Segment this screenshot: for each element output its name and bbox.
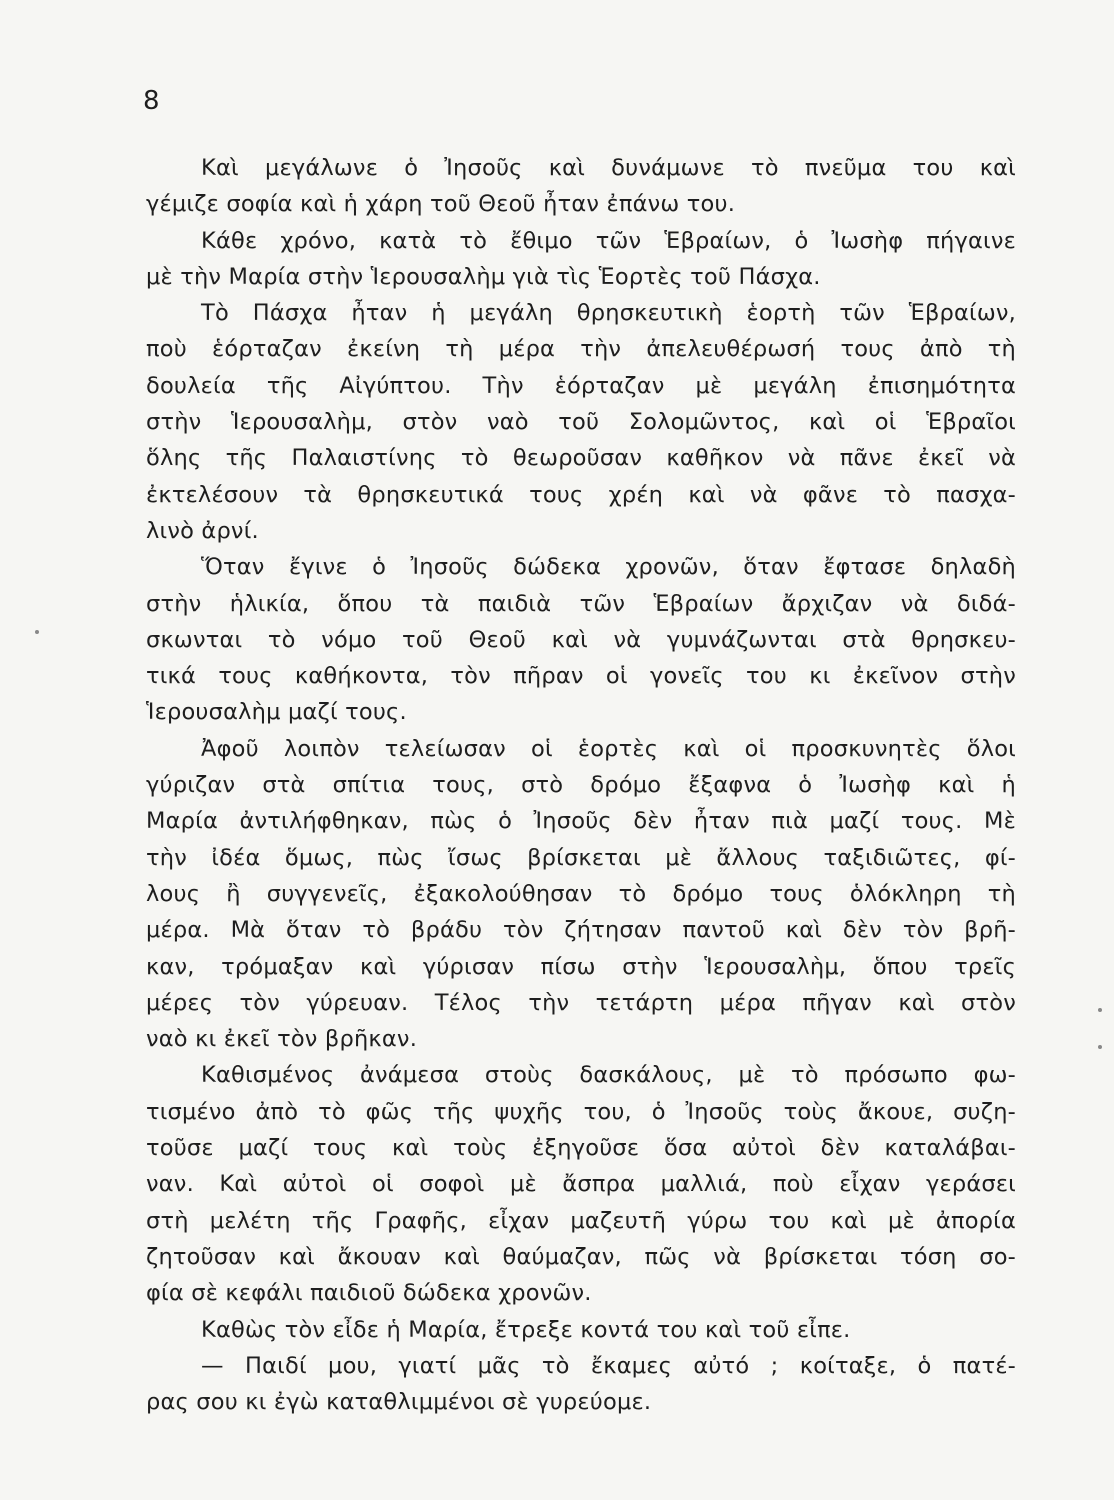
- text-line: μέρες τὸν γύρευαν. Τέλος τὴν τετάρτη μέρα πῆγαν καὶ στὸν: [146, 989, 1016, 1016]
- text-line: ποὺ ἑόρταζαν ἐκείνη τὴ μέρα τὴν ἀπελευθέρωσή τους ἀπὸ τὴ: [146, 336, 1016, 363]
- body-text: [146, 150, 1016, 1420]
- text-line: τικά τους καθήκοντα, τὸν πῆραν οἱ γονεῖς του κι ἐκεῖνον στὴν: [146, 663, 1016, 690]
- text-line: τισμένο ἀπὸ τὸ φῶς τῆς ψυχῆς του, ὁ Ἰησοῦς τοὺς ἄκουε, συζη-: [146, 1098, 1016, 1125]
- text-line: — Παιδί μου, γιατί μᾶς τὸ ἔκαμες αὐτό ; κοίταξε, ὁ πατέ-: [201, 1352, 1016, 1379]
- margin-speck: [1098, 1045, 1102, 1049]
- text-line: στὴν ἡλικία, ὅπου τὰ παιδιὰ τῶν Ἑβραίων ἄρχιζαν νὰ διδά-: [146, 590, 1016, 617]
- text-line: ναν. Καὶ αὐτοὶ οἱ σοφοὶ μὲ ἄσπρα μαλλιά, ποὺ εἶχαν γεράσει: [146, 1171, 1016, 1198]
- text-line: γύριζαν στὰ σπίτια τους, στὸ δρόμο ἔξαφνα ὁ Ἰωσὴφ καὶ ἡ: [146, 772, 1016, 799]
- text-line: γέμιζε σοφία καὶ ἡ χάρη τοῦ Θεοῦ ἦταν ἐπάνω του.: [146, 191, 736, 218]
- text-line: Τὸ Πάσχα ἦταν ἡ μεγάλη θρησκευτικὴ ἑορτὴ τῶν Ἑβραίων,: [201, 300, 1016, 327]
- text-line: στὴν Ἱερουσαλὴμ, στὸν ναὸ τοῦ Σολομῶντος, καὶ οἱ Ἑβραῖοι: [146, 409, 1016, 436]
- text-line: στὴ μελέτη τῆς Γραφῆς, εἶχαν μαζευτῆ γύρω του καὶ μὲ ἀπορία: [146, 1207, 1016, 1234]
- text-line: Καὶ μεγάλωνε ὁ Ἰησοῦς καὶ δυνάμωνε τὸ πνεῦμα του καὶ: [201, 155, 1016, 181]
- text-line: Ἱερουσαλὴμ μαζί τους.: [146, 699, 407, 726]
- text-line: ζητοῦσαν καὶ ἄκουαν καὶ θαύμαζαν, πῶς νὰ βρίσκεται τόση σο-: [146, 1243, 1016, 1270]
- text-line: ναὸ κι ἐκεῖ τὸν βρῆκαν.: [146, 1026, 418, 1053]
- text-line: καν, τρόμαξαν καὶ γύρισαν πίσω στὴν Ἱερουσαλὴμ, ὅπου τρεῖς: [146, 953, 1016, 980]
- text-line: τὴν ἰδέα ὅμως, πὼς ἴσως βρίσκεται μὲ ἄλλους ταξιδιῶτες, φί-: [146, 844, 1016, 871]
- text-line: Καθὼς τὸν εἶδε ἡ Μαρία, ἔτρεξε κοντά του καὶ τοῦ εἶπε.: [201, 1316, 851, 1343]
- text-line: δουλεία τῆς Αἰγύπτου. Τὴν ἑόρταζαν μὲ μεγάλη ἐπισημότητα: [146, 372, 1016, 399]
- text-line: φία σὲ κεφάλι παιδιοῦ δώδεκα χρονῶν.: [146, 1280, 592, 1307]
- text-line: Καθισμένος ἀνάμεσα στοὺς δασκάλους, μὲ τὸ πρόσωπο φω-: [201, 1062, 1016, 1089]
- text-line: Ἀφοῦ λοιπὸν τελείωσαν οἱ ἑορτὲς καὶ οἱ προσκυνητὲς ὅλοι: [201, 735, 1016, 762]
- text-line: σκωνται τὸ νόμο τοῦ Θεοῦ καὶ νὰ γυμνάζωνται στὰ θρησκευ-: [146, 626, 1016, 653]
- text-line: λους ἢ συγγενεῖς, ἐξακολούθησαν τὸ δρόμο τους ὁλόκληρη τὴ: [146, 880, 1016, 907]
- margin-speck: [1098, 1008, 1102, 1012]
- text-line: μὲ τὴν Μαρία στὴν Ἱερουσαλὴμ γιὰ τὶς Ἑορτὲς τοῦ Πάσχα.: [146, 263, 821, 290]
- text-line: Μαρία ἀντιλήφθηκαν, πὼς ὁ Ἰησοῦς δὲν ἦταν πιὰ μαζί τους. Μὲ: [146, 808, 1016, 835]
- text-line: Κάθε χρόνο, κατὰ τὸ ἔθιμο τῶν Ἑβραίων, ὁ Ἰωσὴφ πήγαινε: [201, 227, 1016, 254]
- margin-speck: [35, 630, 39, 634]
- text-line: ὅλης τῆς Παλαιστίνης τὸ θεωροῦσαν καθῆκον νὰ πᾶνε ἐκεῖ νὰ: [146, 445, 1016, 472]
- text-line: τοῦσε μαζί τους καὶ τοὺς ἐξηγοῦσε ὅσα αὐτοὶ δὲν καταλάβαι-: [146, 1135, 1016, 1162]
- text-line: Ὅταν ἔγινε ὁ Ἰησοῦς δώδεκα χρονῶν, ὅταν ἔφτασε δηλαδὴ: [201, 554, 1016, 581]
- page-number: 8: [143, 86, 160, 116]
- text-line: ἐκτελέσουν τὰ θρησκευτικά τους χρέη καὶ νὰ φᾶνε τὸ πασχα-: [146, 481, 1016, 508]
- text-line: ρας σου κι ἐγὼ καταθλιμμένοι σὲ γυρεύομε.: [146, 1389, 652, 1416]
- text-line: λινὸ ἀρνί.: [146, 517, 259, 544]
- text-line: μέρα. Μὰ ὅταν τὸ βράδυ τὸν ζήτησαν παντοῦ καὶ δὲν τὸν βρῆ-: [146, 917, 1016, 944]
